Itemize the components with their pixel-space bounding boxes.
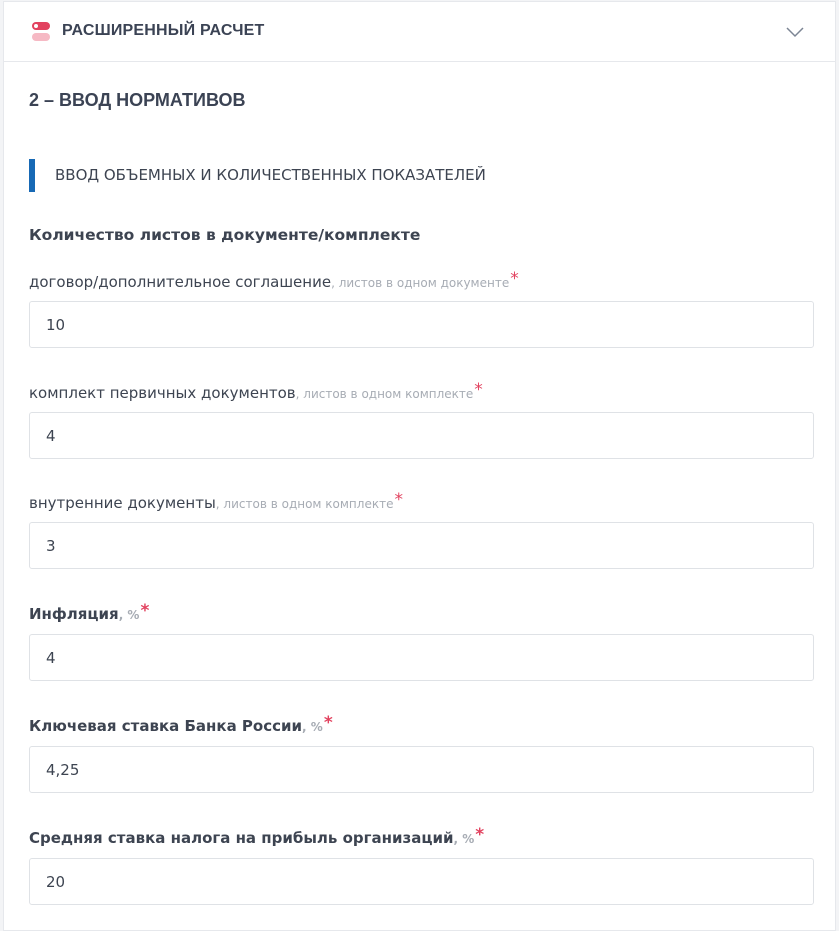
internal-docs-sheets-input[interactable] bbox=[29, 522, 814, 569]
field-unit: , % bbox=[453, 832, 475, 846]
extended-calculation-panel bbox=[3, 1, 836, 931]
step-title: 2 – ВВОД НОРМАТИВОВ bbox=[29, 90, 246, 110]
field-label-text: комплект первичных документов bbox=[29, 384, 296, 402]
field-unit: , % bbox=[302, 720, 323, 734]
field-label-key-rate bbox=[29, 713, 333, 737]
field-unit: , листов в одном документе bbox=[331, 276, 510, 290]
primary-docs-sheets-input[interactable] bbox=[29, 412, 814, 459]
field-label-inflation bbox=[29, 601, 150, 625]
panel-title: РАСШИРЕННЫЙ РАСЧЕТ bbox=[62, 22, 265, 39]
field-label-internal-docs bbox=[29, 490, 403, 514]
required-mark: * bbox=[475, 825, 485, 845]
toggle-icon bbox=[32, 22, 50, 41]
field-label-text: Ключевая ставка Банка России bbox=[29, 717, 303, 735]
profit-tax-rate-input[interactable] bbox=[29, 858, 814, 905]
field-unit: , листов в одном комплекте bbox=[295, 387, 474, 401]
field-unit: , % bbox=[118, 608, 140, 622]
required-mark: * bbox=[394, 490, 403, 510]
contract-sheets-input[interactable] bbox=[29, 301, 814, 348]
field-label-text: договор/дополнительное соглашение bbox=[29, 273, 332, 291]
field-unit: , листов в одном комплекте bbox=[215, 497, 394, 511]
field-label-text: Инфляция bbox=[29, 605, 119, 623]
required-mark: * bbox=[510, 269, 519, 289]
inflation-input[interactable] bbox=[29, 634, 814, 681]
section-accent-bar bbox=[29, 159, 35, 192]
required-mark: * bbox=[140, 601, 150, 621]
panel-header[interactable] bbox=[4, 2, 835, 62]
field-label-primary-docs bbox=[29, 380, 483, 404]
chevron-down-icon[interactable] bbox=[785, 22, 805, 42]
field-label-profit-tax bbox=[29, 825, 485, 849]
required-mark: * bbox=[323, 713, 333, 733]
key-rate-input[interactable] bbox=[29, 746, 814, 793]
field-label-text: Средняя ставка налога на прибыль организаций bbox=[29, 829, 454, 847]
field-label-text: внутренние документы bbox=[29, 494, 216, 512]
field-label-contract bbox=[29, 269, 519, 293]
section-title: ВВОД ОБЪЕМНЫХ И КОЛИЧЕСТВЕННЫХ ПОКАЗАТЕЛЕЙ bbox=[55, 166, 486, 184]
group-title: Количество листов в документе/комплекте bbox=[29, 226, 421, 244]
required-mark: * bbox=[474, 380, 483, 400]
